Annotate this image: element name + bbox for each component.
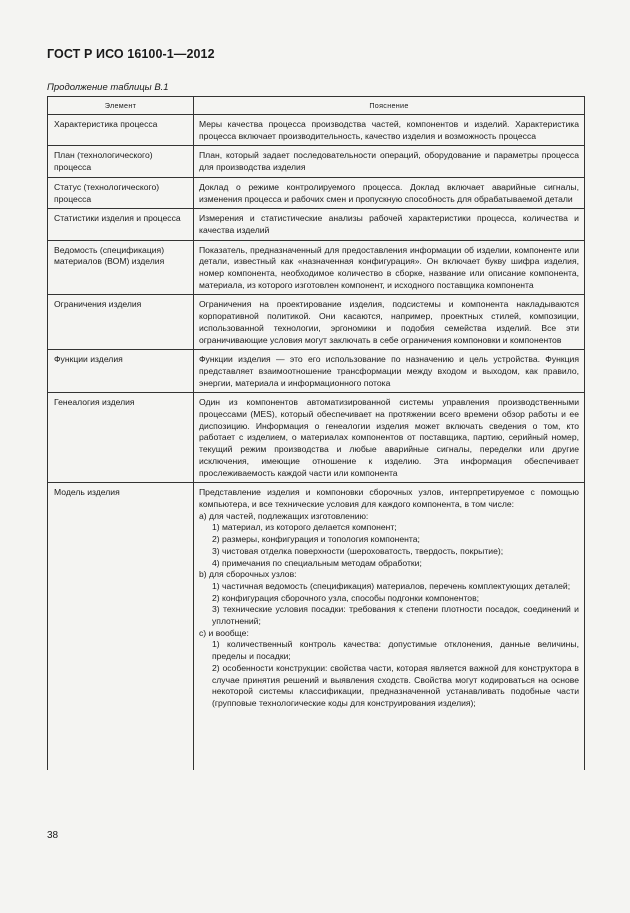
- table-row: [48, 393, 585, 483]
- row-term: Статус (технологического) процесса: [48, 177, 194, 208]
- list-heading-c: c) и вообще:: [199, 627, 249, 638]
- list-item: 1) количественный контроль качества: допустимые отклонения, данные величины, пределы и посадки;: [212, 639, 579, 662]
- table-row: [48, 295, 585, 350]
- list-item: 1) материал, из которого делается компонент;: [212, 522, 397, 533]
- table-row: [48, 240, 585, 295]
- table-row: [48, 115, 585, 146]
- row-description: Один из компонентов автоматизированной системы управления производственными процессами (MES), который обеспечивает на протяжении всего времени обзор работы и ее диспозицию. Информация о генеалогии изделия может включать сведения о том, кто работает с изделием, о материалах компонентов от поставщика, партию, серийный номер, текущий режим производства и любые аварийные сигналы, переделки или другие исключения, имеющие отношение к изделию. Эта информация обеспечивает прослеживаемость каждой части или компонента: [194, 393, 585, 483]
- list-item: 4) примечания по специальным методам обработки;: [212, 557, 422, 568]
- row-description: Функции изделия — это его использование по назначению и цель устройства. Функция представляет взаимоотношение трансформации между входом и выходом, как правило, энергии, материала и информационного потока: [194, 350, 585, 393]
- row-term: Функции изделия: [48, 350, 194, 393]
- list-item: 3) чистовая отделка поверхности (шероховатость, твердость, покрытие);: [212, 545, 504, 556]
- column-header-explanation: Пояснение: [194, 97, 585, 115]
- list-item: 2) особенности конструкции: свойства части, которая является важной для конструктора в случае принятия решений и выявления сходств. Свойства могут кодироваться на основе некоторой системы классификации, предназначенной устанавливать подобные части (групповые технологические коды для конструирования изделия);: [212, 662, 579, 708]
- row-description: Меры качества процесса производства частей, компонентов и изделий. Характеристика процесса включает производительность, качество изделия и возможность процесса: [194, 115, 585, 146]
- row-description: Доклад о режиме контролируемого процесса. Доклад включает аварийные сигналы, изменения процесса и рабочих смен и пропускную способность для обрабатываемой детали: [194, 177, 585, 208]
- list-item: 3) технические условия посадки: требования к степени плотности посадок, соединений и уплотнений;: [212, 604, 579, 627]
- row-description: [194, 483, 585, 771]
- row-description: План, который задает последовательности операций, оборудование и параметры процесса для производства изделия: [194, 146, 585, 177]
- row-description: Измерения и статистические анализы рабочей характеристики процесса, количества и качества изделий: [194, 209, 585, 240]
- row-term: План (технологического) процесса: [48, 146, 194, 177]
- table-row: [48, 177, 585, 208]
- row-term: Генеалогия изделия: [48, 393, 194, 483]
- list-item: 2) размеры, конфигурация и топология компонента;: [212, 534, 420, 545]
- column-header-element: Элемент: [48, 97, 194, 115]
- list-heading-b: b) для сборочных узлов:: [199, 569, 297, 580]
- row-term: Характеристика процесса: [48, 115, 194, 146]
- row-term: Ограничения изделия: [48, 295, 194, 350]
- spec-table: [47, 96, 585, 770]
- table-header-row: [48, 97, 585, 115]
- table-row: [48, 146, 585, 177]
- row-term: Статистики изделия и процесса: [48, 209, 194, 240]
- list-item: 2) конфигурация сборочного узла, способы подгонки компонентов;: [212, 592, 480, 603]
- row-description: Показатель, предназначенный для предоставления информации об изделии, компоненте или детали, известный как «назначенная конфигурация». Он включает букву шифра изделия, номер компонента, необходимое количество в сборке, название или описание компонента, материала, из которого изготовлен компонент, и исходного поставщика компонента: [194, 240, 585, 295]
- list-item: 1) частичная ведомость (спецификация) материалов, перечень комплектующих деталей;: [212, 580, 571, 591]
- table-row: [48, 209, 585, 240]
- row-term: Модель изделия: [48, 483, 194, 771]
- row-term: Ведомость (спецификация) материалов (ВОМ) изделия: [48, 240, 194, 295]
- list-heading-a: a) для частей, подлежащих изготовлению:: [199, 510, 369, 521]
- page-number: 38: [47, 830, 59, 841]
- table-row-product-model: [48, 483, 585, 771]
- model-intro: Представление изделия и компоновки сборочных узлов, интерпретируемое с помощью компьютера, и все технические условия для каждого компонента, в том числе:: [199, 487, 579, 509]
- document-header: ГОСТ Р ИСО 16100-1—2012: [47, 47, 215, 61]
- row-description: Ограничения на проектирование изделия, подсистемы и компонента накладываются корпоративной политикой. Они касаются, например, проектных стилей, композиции, использованной технологии, эргономики и подобия семейства изделий. Все эти ограничивающие условия могут заключать в себе ограничения компоновки и компонентов: [194, 295, 585, 350]
- table-caption: Продолжение таблицы В.1: [47, 82, 169, 93]
- table-row: [48, 350, 585, 393]
